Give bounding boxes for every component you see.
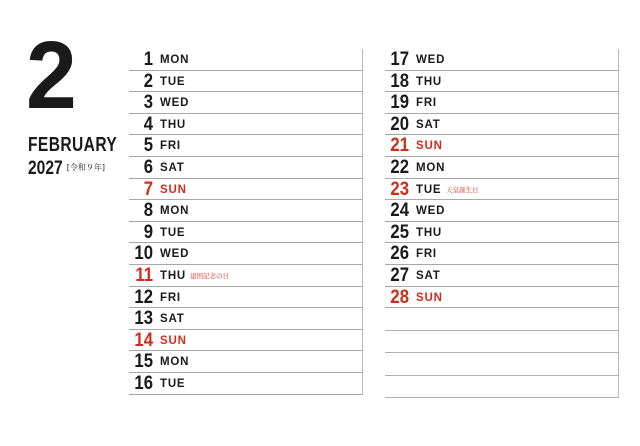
day-row [385,243,618,265]
day-number: 7 [143,178,153,200]
day-number: 25 [390,221,409,243]
blank-row [385,376,618,399]
day-of-week: SUN [160,183,187,196]
day-number: 26 [390,243,409,265]
day-number: 22 [390,156,409,178]
blank-row [385,308,618,331]
day-of-week: MON [160,54,190,66]
day-of-week: SAT [416,269,441,282]
day-number: 24 [390,200,409,222]
day-of-week: WED [160,97,190,110]
day-number: 15 [134,351,153,373]
day-of-week: MON [160,205,190,218]
day-row [129,222,362,244]
day-of-week: THU [416,226,443,239]
day-column-right [385,49,619,398]
day-row [129,200,362,222]
day-number: 23 [390,178,409,200]
day-number: 8 [143,200,153,222]
day-number: 6 [143,156,153,178]
day-of-week: SUN [416,140,443,153]
blank-row [385,353,618,376]
day-number: 14 [134,329,153,351]
day-number: 27 [390,264,409,286]
day-number: 20 [390,113,409,135]
day-number: 11 [135,264,153,286]
day-row [129,49,362,71]
day-number: 3 [143,92,153,114]
day-number: 16 [134,372,153,394]
day-row [129,179,362,201]
day-of-week: SAT [416,118,441,131]
day-of-week: FRI [160,140,181,153]
day-of-week: THU [160,118,187,131]
day-row [129,265,362,287]
day-number: 13 [134,308,153,330]
day-of-week: MON [416,161,446,174]
day-of-week: WED [416,205,446,218]
day-row [385,265,618,287]
day-of-week: WED [160,248,190,261]
day-row [129,71,362,93]
day-number: 1 [143,49,153,70]
day-number: 9 [143,221,153,243]
holiday-label: 天皇誕生日 [446,185,479,194]
day-number: 5 [143,135,153,157]
day-row [385,71,618,93]
day-of-week: SUN [416,291,443,304]
day-of-week: TUE [416,183,442,196]
day-row [385,114,618,136]
day-row [385,135,618,157]
month-number: 2 [26,22,75,129]
blank-row [385,331,618,354]
day-row [385,49,618,71]
era-label: [令和９年] [66,163,105,172]
day-row [129,308,362,330]
day-number: 2 [143,70,153,92]
holiday-label: 建国記念の日 [190,271,229,280]
day-row [129,287,362,309]
day-row [385,222,618,244]
day-number: 4 [143,113,153,135]
day-row [129,243,362,265]
day-of-week: THU [160,269,187,282]
day-number: 17 [390,49,409,70]
day-of-week: WED [416,54,446,66]
day-column-left [129,49,363,395]
day-of-week: SUN [160,334,187,347]
year-line [28,158,105,180]
day-row [385,157,618,179]
day-of-week: FRI [416,248,437,261]
day-row [385,179,618,201]
day-row [385,287,618,309]
day-row [129,373,362,395]
day-row [129,135,362,157]
day-number: 10 [134,243,153,265]
day-number: 19 [390,92,409,114]
day-number: 28 [390,286,409,308]
day-row [385,92,618,114]
day-row [385,200,618,222]
day-of-week: TUE [160,226,186,239]
day-of-week: TUE [160,75,186,88]
day-number: 12 [134,286,153,308]
day-of-week: MON [160,356,190,369]
day-number: 18 [390,70,409,92]
day-row [129,157,362,179]
day-row [129,92,362,114]
day-row [129,351,362,373]
month-name: FEBRUARY [28,134,118,156]
day-of-week: SAT [160,313,185,326]
year: 2027 [28,158,63,179]
day-of-week: FRI [416,97,437,110]
day-number: 21 [390,135,409,157]
day-of-week: SAT [160,161,185,174]
day-of-week: TUE [160,377,186,390]
day-of-week: THU [416,75,443,88]
day-row [129,330,362,352]
day-of-week: FRI [160,291,181,304]
day-row [129,114,362,136]
